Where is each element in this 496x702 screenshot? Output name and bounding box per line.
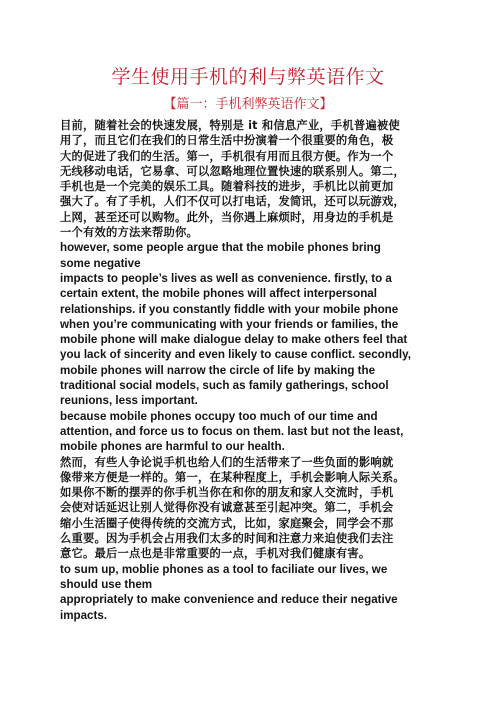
body-line: to sum up, moblie phones as a tool to faciliate our lives, we	[60, 562, 388, 576]
body-line: because mobile phones occupy too much of our time and	[60, 409, 378, 423]
body-line: some negative	[60, 256, 141, 270]
body-line: mobile phone will make dialogue delay to make others feel that	[60, 333, 408, 347]
body-line: 用了，而且它们在我们的日常生活中扮演着一个很重要的角色，极	[60, 134, 394, 148]
body-line: impacts to people’s lives as well as convenience. firstly, to a	[60, 271, 392, 285]
body-line: 一个有效的方法来帮助你。	[60, 226, 198, 240]
body-line: attention, and force us to focus on them. last but not the least,	[60, 424, 404, 438]
body-line: appropriately to make convenience and reduce their negative	[60, 593, 398, 607]
body-line: impacts.	[60, 608, 108, 622]
body-line: traditional social models, such as family gatherings, school	[60, 379, 389, 393]
body-line: you lack of sincerity and even likely to cause conflict. secondly,	[60, 348, 411, 362]
body-line: mobile phones will narrow the circle of life by making the	[60, 363, 376, 377]
body-line: 如果你不断的摆弄的你手机当你在和你的朋友和家人交流时，手机	[60, 486, 394, 500]
body-line: reunions, less important.	[60, 394, 198, 408]
body-line: 目前，随着社会的快速发展，特别是 it 和信息产业，手机普遍被使	[60, 119, 400, 132]
body-line: when you’re communicating with your friends or families, the	[60, 317, 399, 331]
document-body	[60, 118, 450, 623]
body-line: however, some people argue that the mobile phones bring	[60, 241, 381, 255]
body-line: 会使对话延迟让别人觉得你没有诚意甚至引起冲突。第二，手机会	[60, 501, 394, 515]
document-subtitle: 【篇一：手机利弊英语作文】	[163, 97, 333, 112]
body-line: 缩小生活圈子使得传统的交流方式，比如，家庭聚会，同学会不那	[60, 516, 394, 530]
body-line: 强大了。有了手机，人们不仅可以打电话，发简讯，还可以玩游戏，	[60, 195, 405, 209]
body-line: mobile phones are harmful to our health.	[60, 440, 285, 454]
body-line: 意它。最后一点也是非常重要的一点，手机对我们健康有害。	[60, 547, 371, 561]
body-line: should use them	[60, 577, 153, 591]
body-line: 像带来方便是一样的。第一，在某种程度上，手机会影响人际关系。	[60, 470, 405, 484]
body-line: 大的促进了我们的生活。第一，手机很有用而且很方便。作为一个	[60, 149, 394, 163]
document-title: 学生使用手机的利与弊英语作文	[111, 66, 385, 88]
body-line: 然而，有些人争论说手机也给人们的生活带来了一些负面的影响就	[60, 455, 394, 469]
body-line: certain extent, the mobile phones will affect interpersonal	[60, 287, 377, 301]
body-line: 么重要。因为手机会占用我们太多的时间和注意力来迫使我们去注	[60, 532, 394, 546]
body-line: relationships. if you constantly fiddle with your mobile phone	[60, 302, 399, 316]
body-line: 手机也是一个完美的娱乐工具。随着科技的进步，手机比以前更加	[60, 180, 394, 194]
body-line: 上网，甚至还可以购物。此外，当你遇上麻烦时，用身边的手机是	[60, 210, 394, 224]
body-line: 无线移动电话，它易拿、可以忽略地理位置快速的联系别人。第二，	[60, 164, 405, 178]
